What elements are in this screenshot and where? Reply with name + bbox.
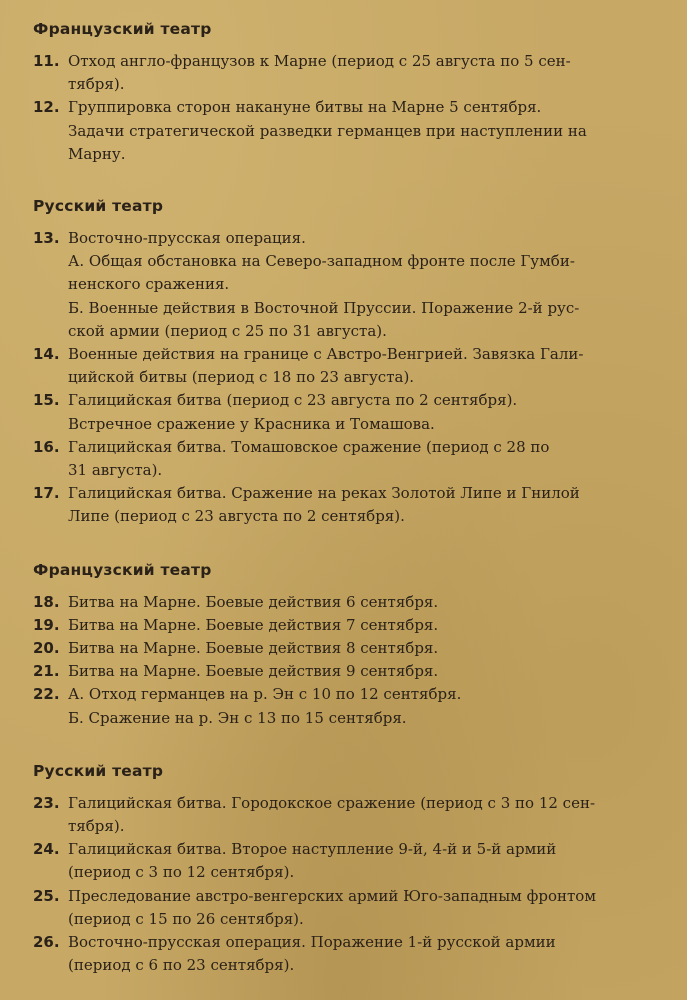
item-text: (период с 6 по 23 сентября).	[68, 956, 295, 975]
item-text: Галицийская битва (период с 23 августа по 2 сентября).	[68, 391, 518, 410]
list-item	[33, 683, 657, 729]
item-list	[33, 50, 657, 166]
item-number: 13.	[33, 229, 60, 248]
item-number: 14.	[33, 345, 60, 364]
section-french-theatre-1	[33, 18, 657, 166]
item-text: тября).	[68, 75, 125, 94]
item-number: 24.	[33, 840, 60, 859]
item-list	[33, 227, 657, 529]
item-text: Задачи стратегической разведки германцев при наступлении на	[68, 121, 587, 140]
item-text: Марну.	[68, 144, 126, 163]
list-item	[33, 660, 657, 683]
item-text: Встречное сражение у Красника и Томашова.	[68, 414, 435, 433]
item-list	[33, 591, 657, 730]
item-number: 16.	[33, 437, 60, 456]
item-text: цийской битвы (период с 18 по 23 августа).	[68, 368, 415, 387]
spacer	[33, 730, 657, 760]
item-list	[33, 792, 657, 978]
item-text: Битва на Марне. Боевые действия 6 сентября.	[68, 592, 439, 611]
spacer	[33, 529, 657, 559]
item-text: Галицийская битва. Томашовское сражение (период с 28 по	[68, 437, 550, 456]
item-number: 22.	[33, 685, 60, 704]
item-number: 18.	[33, 592, 60, 611]
section-title: Русский театр	[33, 197, 164, 216]
item-text: Б. Военные действия в Восточной Пруссии. Поражение 2-й рус-	[68, 298, 580, 317]
list-item	[33, 838, 657, 884]
list-item	[33, 885, 657, 931]
item-text: Б. Сражение на р. Эн с 13 по 15 сентября.	[68, 708, 407, 727]
item-text: А. Общая обстановка на Северо-западном фронте после Гумби-	[68, 252, 575, 271]
list-item	[33, 343, 657, 389]
section-russian-theatre-2	[33, 760, 657, 978]
item-text: Восточно-прусская операция.	[68, 229, 306, 248]
item-text: Восточно-прусская операция. Поражение 1-й русской армии	[68, 933, 556, 952]
list-item	[33, 436, 657, 482]
list-item	[33, 637, 657, 660]
section-title: Русский театр	[33, 761, 164, 780]
section-title: Французский театр	[33, 560, 212, 579]
list-item	[33, 96, 657, 166]
list-item	[33, 227, 657, 343]
item-text: Галицийская битва. Второе наступление 9-й, 4-й и 5-й армий	[68, 840, 557, 859]
item-text: (период с 3 по 12 сентября).	[68, 863, 295, 882]
section-title: Французский театр	[33, 20, 212, 38]
item-number: 12.	[33, 98, 60, 117]
item-text: Битва на Марне. Боевые действия 7 сентября.	[68, 615, 439, 634]
item-text: Отход англо-французов к Марне (период с 25 августа по 5 сен-	[68, 52, 571, 70]
item-text: Битва на Марне. Боевые действия 9 сентября.	[68, 662, 439, 681]
item-number: 11.	[33, 52, 60, 70]
item-number: 15.	[33, 391, 60, 410]
item-number: 23.	[33, 793, 60, 812]
item-text: тября).	[68, 817, 125, 836]
item-text: А. Отход германцев на р. Эн с 10 по 12 сентября.	[68, 685, 462, 704]
item-number: 17.	[33, 484, 60, 503]
item-text: (период с 15 по 26 сентября).	[68, 909, 304, 928]
item-text: Группировка сторон накануне битвы на Марне 5 сентября.	[68, 98, 542, 117]
item-number: 25.	[33, 886, 60, 905]
item-number: 21.	[33, 662, 60, 681]
item-text: Военные действия на границе с Австро-Венгрией. Завязка Гали-	[68, 345, 584, 364]
item-text: Галицийская битва. Городокское сражение (период с 3 по 12 сен-	[68, 793, 596, 812]
item-number: 20.	[33, 639, 60, 658]
list-item	[33, 614, 657, 637]
item-number: 26.	[33, 933, 60, 952]
item-text: Преследование австро-венгерских армий Юго-западным фронтом	[68, 886, 596, 905]
list-item	[33, 792, 657, 838]
section-french-theatre-2	[33, 559, 657, 730]
list-item	[33, 931, 657, 977]
item-text: Битва на Марне. Боевые действия 8 сентября.	[68, 639, 439, 658]
item-text: ненского сражения.	[68, 275, 230, 294]
item-text: ской армии (период с 25 по 31 августа).	[68, 321, 387, 340]
list-item	[33, 591, 657, 614]
item-text: 31 августа).	[68, 461, 163, 480]
list-item	[33, 389, 657, 435]
list-item	[33, 50, 657, 96]
spacer	[33, 166, 657, 195]
item-text: Галицийская битва. Сражение на реках Золотой Липе и Гнилой	[68, 484, 580, 503]
list-item	[33, 482, 657, 528]
item-text: Липе (период с 23 августа по 2 сентября).	[68, 507, 405, 526]
section-russian-theatre-1	[33, 195, 657, 529]
item-number: 19.	[33, 615, 60, 634]
